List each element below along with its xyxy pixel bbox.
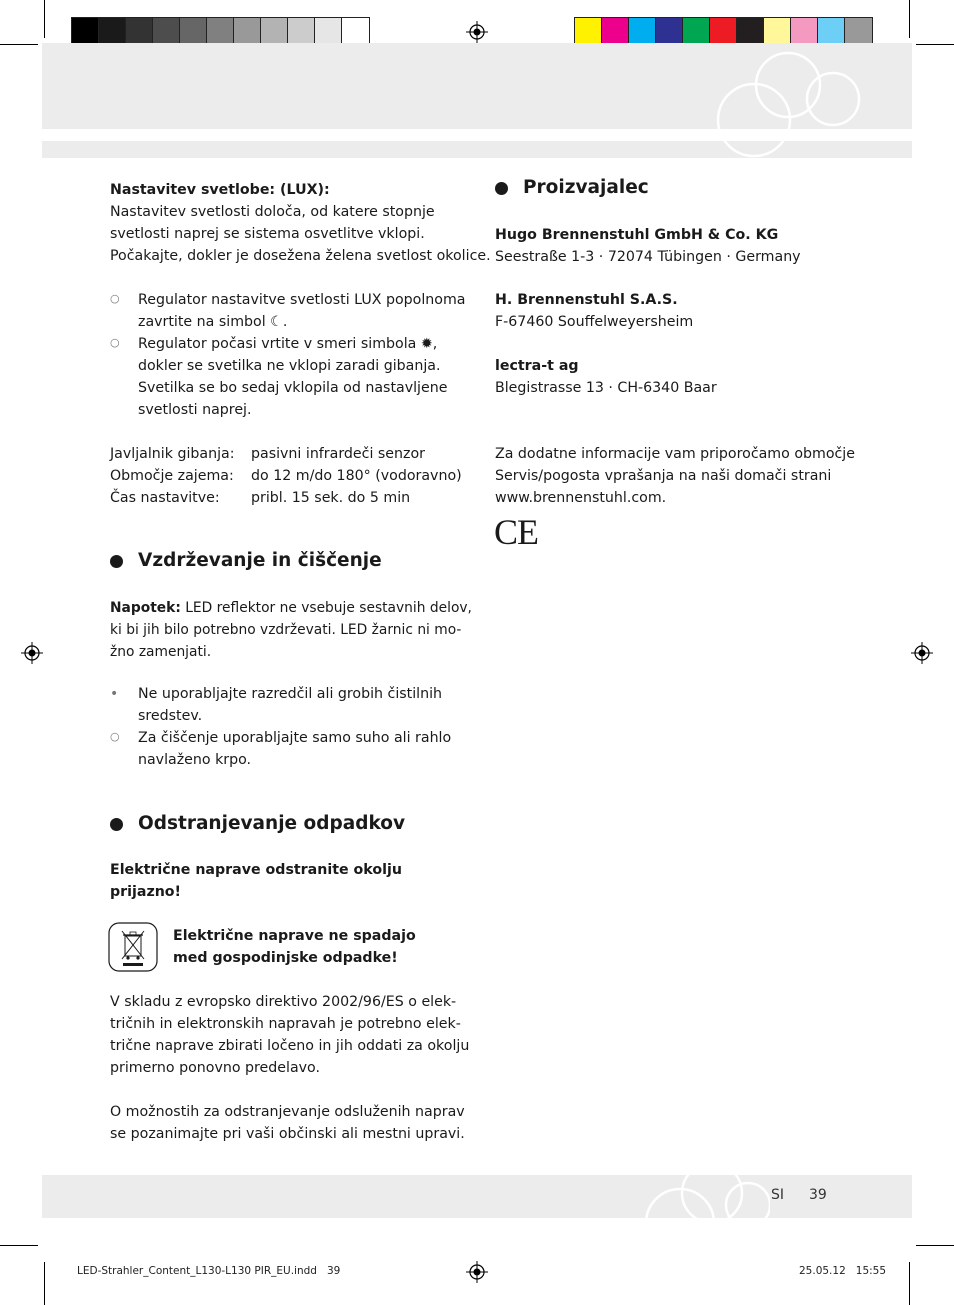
- info-paragraph: Za dodatne informacije vam priporočamo območje Servis/pogosta vprašanja na naši domači strani www.brennenstuhl.com.: [495, 446, 855, 506]
- calibration-swatch: [261, 18, 288, 45]
- calibration-swatch: [683, 18, 710, 45]
- section-bullet-icon: [495, 182, 508, 195]
- calibration-swatch: [737, 18, 764, 45]
- calibration-swatch: [764, 18, 791, 45]
- calibration-swatch: [315, 18, 342, 45]
- manufacturer-title: Proizvajalec: [523, 177, 649, 198]
- disposal-paragraph: V skladu z evropsko direktivo 2002/96/ES o elek- tričnih in elektronskih napravah je potrebno elek- trične naprave zbirati ločeno in jih oddati za okolju primerno ponovno predelavo.: [110, 994, 470, 1076]
- calibration-swatch: [234, 18, 261, 45]
- section-bullet-icon: [110, 818, 123, 831]
- calibration-swatch: [629, 18, 656, 45]
- slug-datetime: 25.05.12 15:55: [799, 1265, 887, 1277]
- company-block: H. Brennenstuhl S.A.S. F-67460 Souffelweyersheim: [495, 292, 694, 330]
- maintenance-note: Napotek: LED reflektor ne vsebuje sestavnih delov, ki bi jih bilo potrebno vzdrževati. LED žarnic ni mo- žno zamenjati.: [110, 600, 472, 660]
- calibration-swatch: [153, 18, 180, 45]
- calibration-swatch: [575, 18, 602, 45]
- list-item: Regulator nastavitve svetlosti LUX popolnoma zavrtite na simbol ☾.: [138, 292, 466, 330]
- list-marker-circle: ○: [110, 730, 120, 743]
- calibration-swatch: [99, 18, 126, 45]
- section-bullet-icon: [110, 555, 123, 568]
- registration-mark-bottom-icon: [466, 1261, 488, 1283]
- calibration-swatch: [791, 18, 818, 45]
- color-calibration-bar: [574, 17, 873, 46]
- spec-row: Območje zajema: do 12 m/do 180° (vodoravno): [110, 468, 462, 484]
- company-block: Hugo Brennenstuhl GmbH & Co. KG Seestraße 1-3 · 72074 Tübingen · Germany: [495, 227, 801, 265]
- maintenance-title: Vzdrževanje in čiščenje: [138, 550, 382, 571]
- list-marker-dot: •: [110, 686, 119, 702]
- spec-row: Javljalnik gibanja: pasivni infrardeči senzor: [110, 446, 425, 462]
- lux-description: Nastavitev svetlosti določa, od katere stopnje svetlosti naprej se sistema osvetlitve vklopi. Počakajte, dokler je dosežena želena svetlost okolice.: [110, 204, 491, 264]
- spec-row: Čas nastavitve: pribl. 15 sek. do 5 min: [110, 490, 411, 506]
- calibration-swatch: [710, 18, 737, 45]
- calibration-swatch: [72, 18, 99, 45]
- disposal-paragraph: O možnostih za odstranjevanje odsluženih naprav se pozanimajte pri vaši občinski ali mestni upravi.: [110, 1104, 465, 1142]
- registration-mark-left-icon: [21, 642, 43, 664]
- gray-calibration-bar: [71, 17, 370, 46]
- registration-mark-right-icon: [911, 642, 933, 664]
- lux-heading: Nastavitev svetlobe: (LUX):: [110, 182, 330, 198]
- registration-mark-top-icon: [466, 21, 488, 43]
- calibration-swatch: [180, 18, 207, 45]
- calibration-swatch: [845, 18, 872, 45]
- disposal-title: Odstranjevanje odpadkov: [138, 813, 406, 834]
- weee-notice: Električne naprave ne spadajo med gospodinjske odpadke!: [173, 928, 416, 966]
- calibration-swatch: [342, 18, 369, 45]
- list-marker-circle: ○: [110, 336, 120, 349]
- calibration-swatch: [126, 18, 153, 45]
- disposal-bold-notice: Električne naprave odstranite okolju prijazno!: [110, 862, 402, 900]
- list-marker-circle: ○: [110, 292, 120, 305]
- calibration-swatch: [818, 18, 845, 45]
- calibration-swatch: [288, 18, 315, 45]
- slug-filename: LED-Strahler_Content_L130-L130 PIR_EU.indd 39: [77, 1265, 341, 1277]
- list-item: Regulator počasi vrtite v smeri simbola ✹, dokler se svetilka ne vklopi zaradi gibanja. Svetilka se bo sedaj vklopila od nastavljene svetlosti naprej.: [138, 336, 448, 418]
- ce-mark-icon: CE: [494, 512, 539, 552]
- list-item: Za čiščenje uporabljajte samo suho ali rahlo navlaženo krpo.: [138, 730, 452, 768]
- page-number: 39: [809, 1187, 827, 1203]
- calibration-swatch: [602, 18, 629, 45]
- footer-circles-decoration: [640, 1175, 770, 1218]
- header-circles-decoration: [712, 43, 912, 161]
- calibration-swatch: [207, 18, 234, 45]
- calibration-swatch: [656, 18, 683, 45]
- company-block: lectra-t ag Blegistrasse 13 · CH-6340 Baar: [495, 358, 717, 396]
- footer-language: SI: [771, 1187, 785, 1203]
- list-item: Ne uporabljajte razredčil ali grobih čistilnih sredstev.: [138, 686, 443, 724]
- weee-bin-icon: [108, 922, 158, 972]
